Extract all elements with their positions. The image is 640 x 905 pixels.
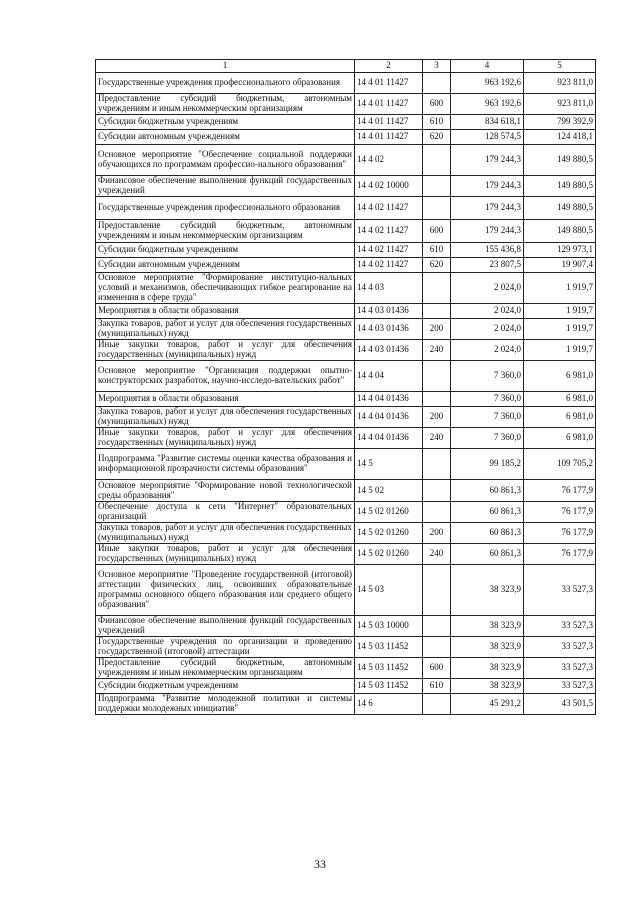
row-value-2: 33 527,3 (524, 616, 596, 637)
table-body (96, 60, 596, 715)
row-expense-type (423, 694, 451, 715)
row-name: Субсидии бюджетным учреждениям (96, 679, 355, 694)
row-code: 14 4 02 11427 (355, 220, 423, 243)
row-name: Обеспечение доступа к сети "Интернет" образовательных организаций (96, 502, 355, 523)
row-value-1: 834 618,1 (451, 115, 524, 130)
row-expense-type (423, 449, 451, 480)
table-row (96, 145, 596, 176)
row-name: Основное мероприятие "Обеспечение социальной поддержки обучающихся по программам профессио-нального образования" (96, 145, 355, 176)
row-expense-type (423, 197, 451, 220)
row-code: 14 4 01 11427 (355, 130, 423, 145)
row-value-2: 799 392,9 (524, 115, 596, 130)
row-name: Субсидии автономным учреждениям (96, 130, 355, 145)
row-value-1: 38 323,9 (451, 637, 524, 658)
row-name: Закупка товаров, работ и услуг для обеспечения государственных (муниципальных) нужд (96, 407, 355, 428)
table-row (96, 480, 596, 502)
table-row (96, 197, 596, 220)
row-expense-type: 200 (423, 523, 451, 544)
row-value-2: 33 527,3 (524, 658, 596, 679)
row-value-1: 963 192,6 (451, 94, 524, 115)
row-expense-type: 200 (423, 319, 451, 340)
row-code: 14 4 03 (355, 273, 423, 304)
row-name: Подпрограмма "Развитие системы оценки качества образования и информационной прозрачности системы образования" (96, 449, 355, 480)
table-row (96, 449, 596, 480)
row-name: Субсидии бюджетным учреждениям (96, 243, 355, 258)
row-expense-type: 610 (423, 679, 451, 694)
row-code: 14 5 02 01260 (355, 523, 423, 544)
table-row (96, 616, 596, 637)
row-code: 14 5 03 11452 (355, 679, 423, 694)
row-name: Иные закупки товаров, работ и услуг для обеспечения государственных (муниципальных) нужд (96, 544, 355, 565)
table-row (96, 273, 596, 304)
row-name: Иные закупки товаров, работ и услуг для обеспечения государственных (муниципальных) нужд (96, 340, 355, 361)
row-value-2: 923 811,0 (524, 73, 596, 94)
table-header-row (96, 60, 596, 73)
row-value-2: 1 919,7 (524, 273, 596, 304)
row-value-2: 76 177,9 (524, 523, 596, 544)
row-value-2: 109 705,2 (524, 449, 596, 480)
row-name: Предоставление субсидий бюджетным, автономным учреждениям и иным некоммерческим организациям (96, 220, 355, 243)
table-row (96, 544, 596, 565)
budget-table (95, 59, 596, 715)
row-value-2: 19 907,4 (524, 258, 596, 273)
header-col-3: 3 (423, 60, 451, 73)
header-col-5: 5 (524, 60, 596, 73)
row-code: 14 5 03 11452 (355, 658, 423, 679)
table-row (96, 523, 596, 544)
row-code: 14 4 03 01436 (355, 304, 423, 319)
row-value-1: 179 244,3 (451, 197, 524, 220)
row-expense-type (423, 176, 451, 197)
row-value-1: 2 024,0 (451, 273, 524, 304)
row-value-1: 2 024,0 (451, 340, 524, 361)
row-value-2: 33 527,3 (524, 565, 596, 616)
row-name: Подпрограмма "Развитие молодежной политики и системы поддержки молодежных инициатив" (96, 694, 355, 715)
row-expense-type (423, 392, 451, 407)
row-value-2: 76 177,9 (524, 544, 596, 565)
row-code: 14 4 03 01436 (355, 340, 423, 361)
row-name: Субсидии бюджетным учреждениям (96, 115, 355, 130)
row-expense-type (423, 304, 451, 319)
row-value-1: 60 861,3 (451, 480, 524, 502)
row-expense-type (423, 565, 451, 616)
row-value-2: 6 981,0 (524, 392, 596, 407)
row-expense-type: 620 (423, 130, 451, 145)
row-value-2: 129 973,1 (524, 243, 596, 258)
row-value-2: 149 880,5 (524, 176, 596, 197)
row-value-2: 76 177,9 (524, 502, 596, 523)
row-value-1: 38 323,9 (451, 679, 524, 694)
table-row (96, 658, 596, 679)
row-value-2: 1 919,7 (524, 319, 596, 340)
table-row (96, 258, 596, 273)
row-value-2: 149 880,5 (524, 145, 596, 176)
row-code: 14 5 03 11452 (355, 637, 423, 658)
row-expense-type: 600 (423, 220, 451, 243)
row-code: 14 4 04 01436 (355, 428, 423, 449)
row-name: Мероприятия в области образования (96, 392, 355, 407)
row-value-1: 45 291,2 (451, 694, 524, 715)
table-row (96, 176, 596, 197)
row-value-1: 179 244,3 (451, 176, 524, 197)
row-value-1: 38 323,9 (451, 658, 524, 679)
row-code: 14 5 02 (355, 480, 423, 502)
row-value-2: 43 501,5 (524, 694, 596, 715)
row-value-1: 2 024,0 (451, 319, 524, 340)
row-value-2: 149 880,5 (524, 197, 596, 220)
row-code: 14 4 02 11427 (355, 243, 423, 258)
table-row (96, 304, 596, 319)
row-code: 14 4 02 10000 (355, 176, 423, 197)
row-expense-type (423, 637, 451, 658)
table-row (96, 637, 596, 658)
table-row (96, 407, 596, 428)
row-value-1: 179 244,3 (451, 220, 524, 243)
row-expense-type: 600 (423, 94, 451, 115)
row-value-1: 179 244,3 (451, 145, 524, 176)
row-name: Основное мероприятие "Организация поддержки опытно-конструкторских разработок, научно-исследо-вательских работ" (96, 361, 355, 392)
row-expense-type: 610 (423, 115, 451, 130)
row-value-2: 33 527,3 (524, 679, 596, 694)
row-expense-type: 200 (423, 407, 451, 428)
row-name: Основное мероприятие "Проведение государственной (итоговой) аттестации физических лиц, освоивших образовательные программы основного общего образования или среднего общего образования" (96, 565, 355, 616)
row-code: 14 4 03 01436 (355, 319, 423, 340)
row-code: 14 4 04 (355, 361, 423, 392)
row-code: 14 5 02 01260 (355, 544, 423, 565)
row-value-2: 923 811,0 (524, 94, 596, 115)
row-value-1: 99 185,2 (451, 449, 524, 480)
row-code: 14 4 04 01436 (355, 392, 423, 407)
row-value-2: 6 981,0 (524, 361, 596, 392)
table-row (96, 679, 596, 694)
table-row (96, 319, 596, 340)
row-value-2: 33 527,3 (524, 637, 596, 658)
table-row (96, 94, 596, 115)
row-value-2: 124 418,1 (524, 130, 596, 145)
table-row (96, 130, 596, 145)
row-code: 14 4 04 01436 (355, 407, 423, 428)
table-row (96, 115, 596, 130)
row-expense-type (423, 480, 451, 502)
row-value-1: 23 807,5 (451, 258, 524, 273)
row-code: 14 4 01 11427 (355, 115, 423, 130)
row-value-1: 60 861,3 (451, 544, 524, 565)
row-name: Закупка товаров, работ и услуг для обеспечения государственных (муниципальных) нужд (96, 319, 355, 340)
row-code: 14 4 02 11427 (355, 258, 423, 273)
header-col-1: 1 (96, 60, 355, 73)
row-code: 14 4 01 11427 (355, 73, 423, 94)
row-code: 14 5 03 (355, 565, 423, 616)
row-name: Государственные учреждения профессионального образования (96, 73, 355, 94)
row-expense-type (423, 145, 451, 176)
row-code: 14 4 02 (355, 145, 423, 176)
row-name: Финансовое обеспечение выполнения функций государственных учреждений (96, 176, 355, 197)
row-code: 14 5 02 01260 (355, 502, 423, 523)
row-expense-type (423, 273, 451, 304)
table-row (96, 392, 596, 407)
row-name: Государственные учреждения профессионального образования (96, 197, 355, 220)
row-value-1: 155 436,8 (451, 243, 524, 258)
table-row (96, 73, 596, 94)
row-value-1: 7 360,0 (451, 407, 524, 428)
row-value-1: 7 360,0 (451, 428, 524, 449)
row-value-1: 7 360,0 (451, 361, 524, 392)
row-value-1: 60 861,3 (451, 523, 524, 544)
row-value-1: 60 861,3 (451, 502, 524, 523)
row-name: Предоставление субсидий бюджетным, автономным учреждениям и иным некоммерческим организациям (96, 658, 355, 679)
row-expense-type: 610 (423, 243, 451, 258)
row-expense-type (423, 361, 451, 392)
table-row (96, 428, 596, 449)
row-value-2: 76 177,9 (524, 480, 596, 502)
header-col-4: 4 (451, 60, 524, 73)
row-value-1: 7 360,0 (451, 392, 524, 407)
row-expense-type (423, 616, 451, 637)
row-code: 14 4 02 11427 (355, 197, 423, 220)
row-name: Основное мероприятие "Формирование новой технологической среды образования" (96, 480, 355, 502)
row-name: Предоставление субсидий бюджетным, автономным учреждениям и иным некоммерческим организациям (96, 94, 355, 115)
row-name: Иные закупки товаров, работ и услуг для обеспечения государственных (муниципальных) нужд (96, 428, 355, 449)
row-name: Государственные учреждения по организации и проведению государственной (итоговой) аттестации (96, 637, 355, 658)
row-value-2: 1 919,7 (524, 304, 596, 319)
row-value-1: 38 323,9 (451, 565, 524, 616)
row-expense-type: 240 (423, 428, 451, 449)
row-code: 14 4 01 11427 (355, 94, 423, 115)
table-row (96, 340, 596, 361)
row-expense-type: 620 (423, 258, 451, 273)
table-row (96, 694, 596, 715)
row-expense-type (423, 502, 451, 523)
row-name: Мероприятия в области образования (96, 304, 355, 319)
row-value-1: 38 323,9 (451, 616, 524, 637)
row-value-1: 128 574,5 (451, 130, 524, 145)
table-row (96, 502, 596, 523)
row-value-1: 963 192,6 (451, 73, 524, 94)
row-value-2: 6 981,0 (524, 407, 596, 428)
row-name: Финансовое обеспечение выполнения функций государственных учреждений (96, 616, 355, 637)
row-expense-type: 240 (423, 340, 451, 361)
table-row (96, 220, 596, 243)
row-name: Закупка товаров, работ и услуг для обеспечения государственных (муниципальных) нужд (96, 523, 355, 544)
table-row (96, 243, 596, 258)
table-row (96, 565, 596, 616)
row-value-2: 1 919,7 (524, 340, 596, 361)
row-value-2: 149 880,5 (524, 220, 596, 243)
page-number: 33 (314, 857, 326, 871)
row-value-2: 6 981,0 (524, 428, 596, 449)
row-code: 14 5 03 10000 (355, 616, 423, 637)
header-col-2: 2 (355, 60, 423, 73)
table-row (96, 361, 596, 392)
row-name: Основное мероприятие "Формирование институцио-нальных условий и механизмов, обеспечивающих гибкое реагирование на изменения в сфере труда" (96, 273, 355, 304)
row-expense-type: 240 (423, 544, 451, 565)
row-code: 14 6 (355, 694, 423, 715)
row-expense-type (423, 73, 451, 94)
row-name: Субсидии автономным учреждениям (96, 258, 355, 273)
row-value-1: 2 024,0 (451, 304, 524, 319)
row-expense-type: 600 (423, 658, 451, 679)
row-code: 14 5 (355, 449, 423, 480)
